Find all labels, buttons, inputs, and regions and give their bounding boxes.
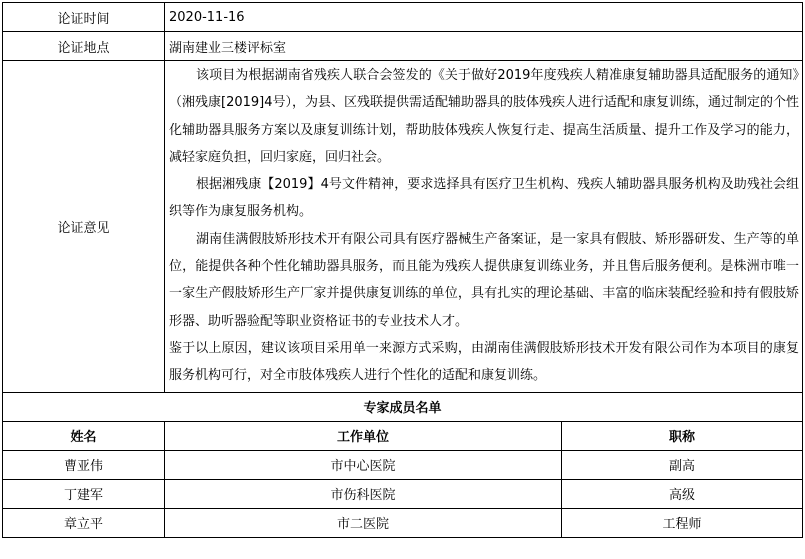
experts-header-row: [3, 421, 803, 450]
location-row: [3, 32, 803, 61]
expert-workplace: 市中心医院: [165, 450, 562, 479]
expert-name: 章立平: [3, 508, 165, 537]
opinion-row: [3, 61, 803, 393]
expert-title: 副高: [562, 450, 803, 479]
expert-title: 高级: [562, 479, 803, 508]
table-row: [3, 508, 803, 537]
time-label: 论证时间: [3, 3, 165, 32]
opinion-text: [165, 61, 803, 393]
expert-workplace: 市伤科医院: [165, 479, 562, 508]
table-row: [3, 450, 803, 479]
experts-title: 专家成员名单: [3, 392, 803, 421]
location-label: 论证地点: [3, 32, 165, 61]
time-row: [3, 3, 803, 32]
expert-workplace: 市二医院: [165, 508, 562, 537]
opinion-paragraph-4: 鉴于以上原因，建议该项目采用单一来源方式采购，由湖南佳满假肢矫形技术开发有限公司作为本项目的康复服务机构可行，对全市肢体残疾人进行个性化的适配和康复训练。: [169, 340, 800, 384]
table-row: [3, 479, 803, 508]
header-name: 姓名: [3, 421, 165, 450]
location-value: 湖南建业三楼评标室: [165, 32, 803, 61]
expert-title: 工程师: [562, 508, 803, 537]
opinion-paragraph-1: 该项目为根据湖南省残疾人联合会签发的《关于做好2019年度残疾人精准康复辅助器具适配服务的通知》（湘残康[2019]4号），为县、区残联提供需适配辅助器具的肢体残疾人进行适配和康复训练，通过制定的个性化辅助器具服务方案以及康复训练计划，帮助肢体残疾人恢复行走、提高生活质量、提升工作及学习的能力，减轻家庭负担，回归家庭，回归社会。: [169, 68, 800, 165]
expert-name: 曹亚伟: [3, 450, 165, 479]
opinion-label: 论证意见: [3, 61, 165, 393]
header-workplace: 工作单位: [165, 421, 562, 450]
expert-name: 丁建军: [3, 479, 165, 508]
demonstration-table: [2, 2, 803, 538]
opinion-paragraph-2: 根据湘残康【2019】4号文件精神，要求选择具有医疗卫生机构、残疾人辅助器具服务机构及助残社会组织等作为康复服务机构。: [169, 177, 800, 220]
time-value: 2020-11-16: [165, 3, 803, 32]
experts-title-row: [3, 392, 803, 421]
opinion-paragraph-3: 湖南佳满假肢矫形技术开有限公司具有医疗器械生产备案证，是一家具有假肢、矫形器研发、生产等的单位，能提供各种个性化辅助器具服务，而且能为残疾人提供康复训练业务，并且售后服务便利。是株洲市唯一一家生产假肢矫形生产厂家并提供康复训练的单位，具有扎实的理论基础、丰富的临床装配经验和持有假肢矫形器、助听器验配等职业资格证书的专业技术人才。: [169, 231, 800, 329]
header-title: 职称: [562, 421, 803, 450]
